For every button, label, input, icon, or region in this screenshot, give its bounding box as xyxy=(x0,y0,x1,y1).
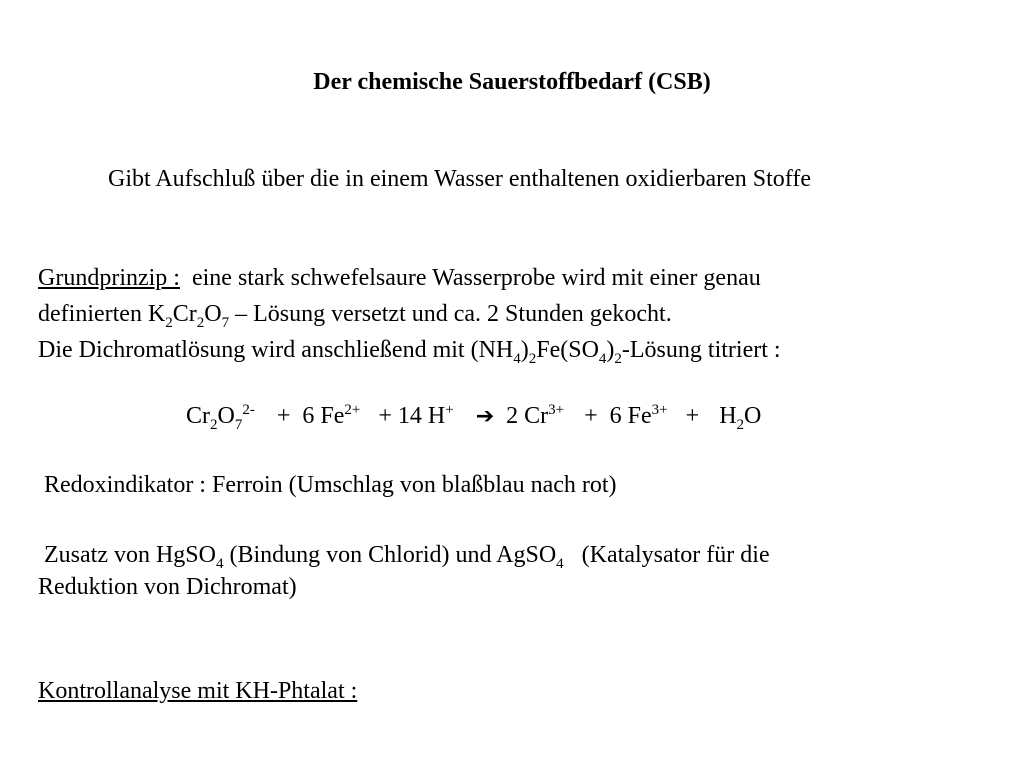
subscript: 2 xyxy=(614,351,622,367)
text-run: Fe(SO xyxy=(536,337,599,363)
redox-indicator: Redoxindikator : Ferroin (Umschlag von blaßblau nach rot) xyxy=(38,472,617,498)
superscript: 2- xyxy=(242,402,255,418)
text-run: Die Dichromatlösung wird anschließend mit (NH xyxy=(38,337,514,363)
text-run: (Bindung von Chlorid) und AgSO xyxy=(223,542,557,568)
text-run: (Katalysator für die xyxy=(563,542,770,568)
text-run: Cr xyxy=(172,301,197,327)
equation-term: 6 Fe xyxy=(609,403,652,429)
subscript: 4 xyxy=(556,556,564,572)
plus-sign: + xyxy=(685,403,700,429)
subscript: 2 xyxy=(528,351,537,367)
page-title: Der chemische Sauerstoffbedarf (CSB) xyxy=(313,69,711,95)
subscript: 4 xyxy=(598,351,607,367)
plus-sign: + xyxy=(378,403,392,429)
subscript: 4 xyxy=(215,556,224,572)
plus-sign: + xyxy=(584,403,598,429)
equation-term: Cr xyxy=(186,403,210,429)
text-run: ) xyxy=(606,337,615,363)
subscript: 2 xyxy=(165,315,173,331)
reaction-arrow-icon: ➔ xyxy=(475,404,495,429)
superscript: + xyxy=(445,402,454,418)
superscript: 3+ xyxy=(548,402,565,418)
subscript: 2 xyxy=(736,417,745,433)
text-run: ) xyxy=(520,337,529,363)
grundprinzip-line-1 xyxy=(38,264,761,292)
zusatz-line-1 xyxy=(38,541,770,572)
text-run: – Lösung versetzt und ca. 2 Stunden gekocht. xyxy=(229,301,672,327)
subscript: 4 xyxy=(513,351,521,367)
grundprinzip-label: Grundprinzip : xyxy=(38,265,180,291)
superscript: 3+ xyxy=(651,402,668,418)
equation-term: 6 Fe xyxy=(302,403,345,429)
plus-sign: + xyxy=(276,403,291,429)
equation-term: H xyxy=(719,403,737,429)
equation-term: 14 H xyxy=(397,403,446,429)
equation-term: O xyxy=(744,403,762,429)
reaction-equation xyxy=(186,402,761,431)
text-run: O xyxy=(204,301,222,327)
subtitle: Gibt Aufschluß über die in einem Wasser enthaltenen oxidierbaren Stoffe xyxy=(108,166,811,192)
grundprinzip-text-1: eine stark schwefelsaure Wasserprobe wird mit einer genau xyxy=(191,265,761,291)
equation-term: O xyxy=(217,403,235,429)
zusatz-line-2: Reduktion von Dichromat) xyxy=(38,574,297,600)
subscript: 7 xyxy=(221,315,230,331)
text-run: -Lösung titriert : xyxy=(621,337,781,363)
superscript: 2+ xyxy=(344,402,361,418)
kontrollanalyse-heading: Kontrollanalyse mit KH-Phtalat : xyxy=(38,678,358,704)
grundprinzip-line-2 xyxy=(38,300,672,331)
grundprinzip-line-3 xyxy=(38,336,781,367)
text-run: definierten K xyxy=(38,301,166,327)
equation-term: 2 Cr xyxy=(506,403,549,429)
subscript: 2 xyxy=(196,315,205,331)
subscript: 7 xyxy=(234,417,243,433)
subscript: 2 xyxy=(210,417,218,433)
text-run: Zusatz von HgSO xyxy=(38,542,216,568)
